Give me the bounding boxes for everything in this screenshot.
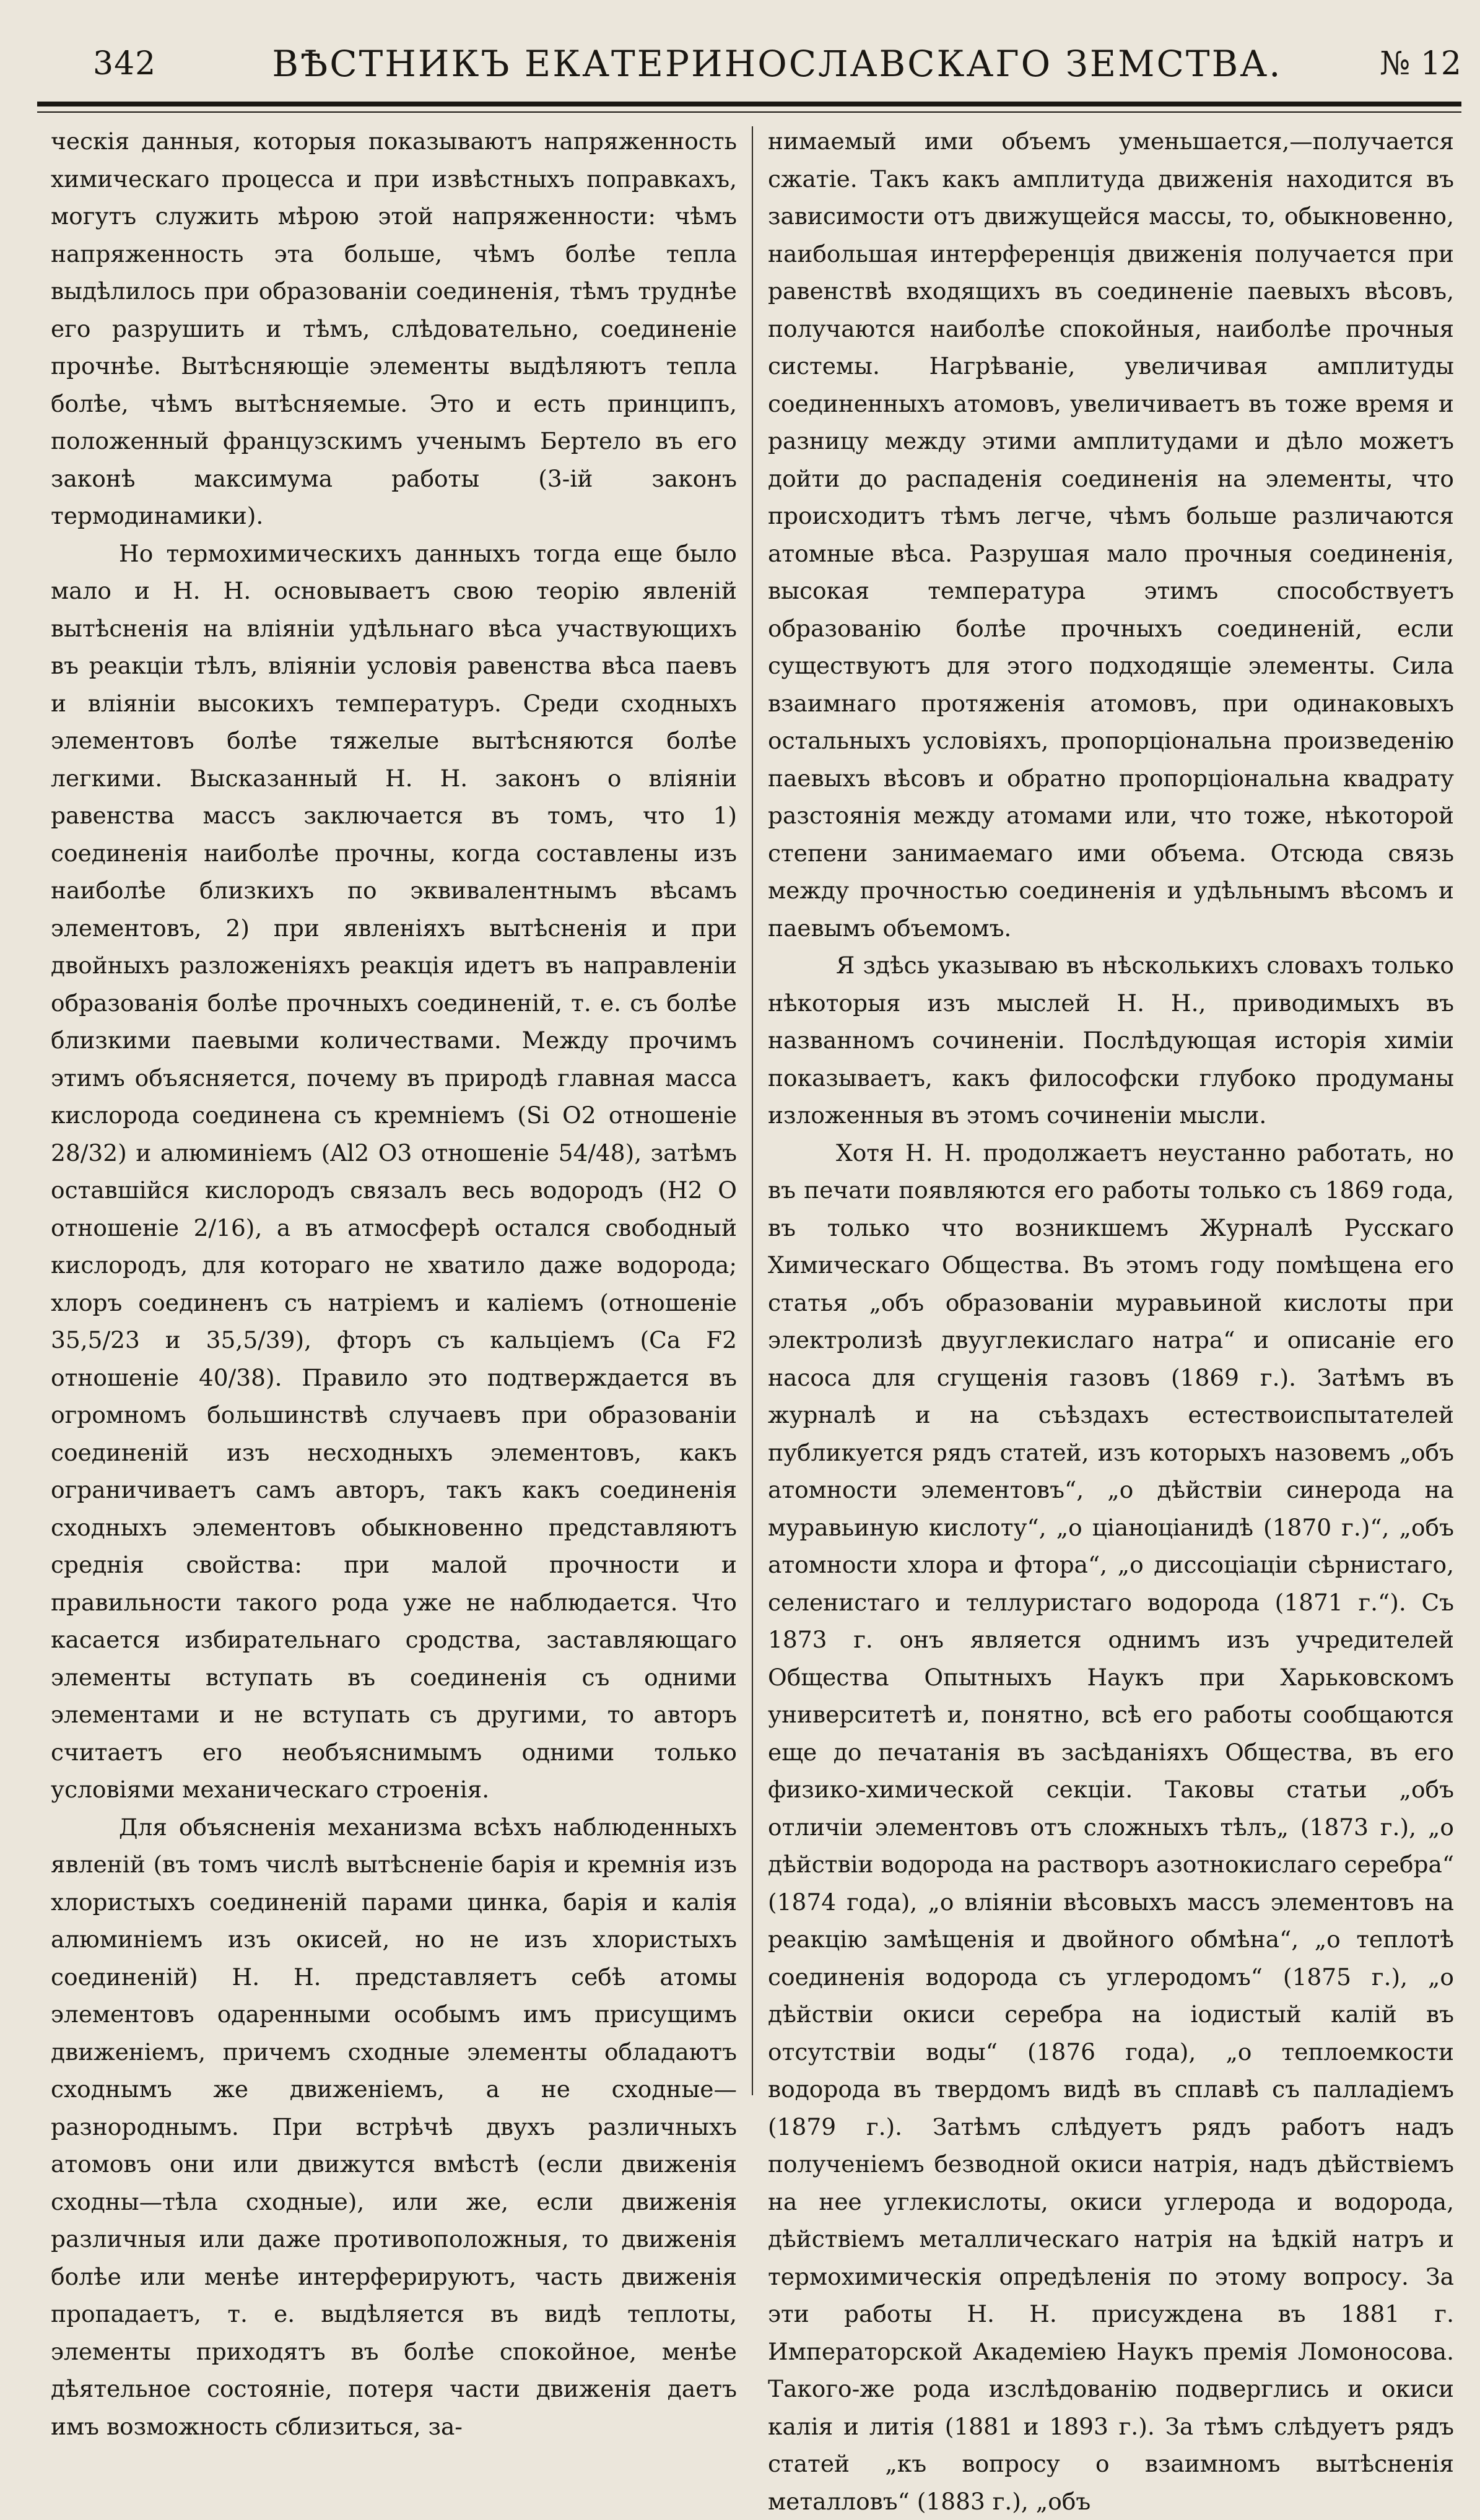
header-rule-thin	[37, 111, 1461, 113]
page-header	[93, 36, 1480, 92]
page-number: 342	[93, 45, 235, 82]
paragraph: ческія данныя, которыя показываютъ напряженность химическаго процесса и при извѣстныхъ поправкахъ, могутъ служить мѣрою этой напряженности: чѣмъ напряженность эта больше, чѣмъ болѣе тепла выдѣлилось при образованіи соединенія, тѣмъ труднѣе его разрушить и тѣмъ, слѣдовательно, соединеніе прочнѣе. Вытѣсняющіе элементы выдѣляютъ тепла болѣе, чѣмъ вытѣсняемые. Это и есть принципъ, положенный французскимъ ученымъ Бертело въ его законѣ максимума работы (3-ій законъ термодинамики).	[51, 123, 737, 535]
text-columns	[51, 123, 1469, 2104]
left-column	[51, 123, 752, 2104]
paragraph: Но термохимическихъ данныхъ тогда еще было мало и Н. Н. основываетъ свою теорію явленій вытѣсненія на вліяніи удѣльнаго вѣса участвующихъ въ реакціи тѣлъ, вліяніи условія равенства вѣса паевъ и вліяніи высокихъ температуръ. Среди сходныхъ элементовъ болѣе тяжелые вытѣсняются болѣе легкими. Высказанный Н. Н. законъ о вліяніи равенства массъ заключается въ томъ, что 1) соединенія наиболѣе прочны, когда составлены изъ наиболѣе близкихъ по эквивалентнымъ вѣсамъ элементовъ, 2) при явленіяхъ вытѣсненія и при двойныхъ разложеніяхъ реакція идетъ въ направленіи образованія болѣе прочныхъ соединеній, т. е. съ болѣе близкими паевыми количествами. Между прочимъ этимъ объясняется, почему въ природѣ главная масса кислорода соединена съ кремніемъ (Si O2 отношеніе 28/32) и алюминіемъ (Al2 O3 отношеніе 54/48), затѣмъ оставшійся кислородъ связалъ весь водородъ (H2 O отношеніе 2/16), а въ атмосферѣ остался свободный кислородъ, для котораго не хватило даже водорода; хлоръ соединенъ съ натріемъ и каліемъ (отношеніе 35,5/23 и 35,5/39), фторъ съ кальціемъ (Ca F2 отношеніе 40/38). Правило это подтверждается въ огромномъ большинствѣ случаевъ при образованіи соединеній изъ несходныхъ элементовъ, какъ ограничиваетъ самъ авторъ, такъ какъ соединенія сходныхъ элементовъ обыкновенно представляютъ среднія свойства: при малой прочности и правильности такого рода уже не наблюдается. Что касается избирательнаго сродства, заставляющаго элементы вступать въ соединенія съ одними элементами и не вступать съ другими, то авторъ считаетъ его необъяснимымъ одними только условіями механическаго строенія.	[51, 535, 737, 1809]
paragraph: Хотя Н. Н. продолжаетъ неустанно работать, но въ печати появляются его работы только съ 1869 года, въ только что возникшемъ Журналѣ Русскаго Химическаго Общества. Въ этомъ году помѣщена его статья „объ образованіи муравьиной кислоты при электролизѣ двууглекислаго натра“ и описаніе его насоса для сгущенія газовъ (1869 г.). Затѣмъ въ журналѣ и на съѣздахъ естествоиспытателей публикуется рядъ статей, изъ которыхъ назовемъ „объ атомности элементовъ“, „о дѣйствіи синерода на муравьиную кислоту“, „о ціаноціанидѣ (1870 г.)“, „объ атомности хлора и фтора“, „о диссоціаціи сѣрнистаго, селенистаго и теллуристаго водорода (1871 г.“). Съ 1873 г. онъ является однимъ изъ учредителей Общества Опытныхъ Наукъ при Харьковскомъ университетѣ и, понятно, всѣ его работы сообщаются еще до печатанія въ засѣданіяхъ Общества, въ его физико-химической секціи. Таковы статьи „объ отличіи элементовъ отъ сложныхъ тѣлъ„ (1873 г.), „о дѣйствіи водорода на растворъ азотнокислаго серебра“ (1874 года), „о вліяніи вѣсовыхъ массъ элементовъ на реакцію замѣщенія и двойного обмѣна“, „о теплотѣ соединенія водорода съ углеродомъ“ (1875 г.), „о дѣйствіи окиси серебра на іодистый калій въ отсутствіи воды“ (1876 года), „о теплоемкости водорода въ твердомъ видѣ въ сплавѣ съ палладіемъ (1879 г.). Затѣмъ слѣдуетъ рядъ работъ надъ полученіемъ безводной окиси натрія, надъ дѣйствіемъ на нее углекислоты, окиси углерода и водорода, дѣйствіемъ металлическаго натрія на ѣдкій натръ и термохимическія опредѣленія по этому вопросу. За эти работы Н. Н. присуждена въ 1881 г. Императорской Академіею Наукъ премія Ломоносова. Такого-же рода изслѣдованію подверглись и окиси калія и литія (1881 и 1893 г.). За тѣмъ слѣдуетъ рядъ статей „къ вопросу о взаимномъ вытѣсненія металловъ“ (1883 г.), „объ	[768, 1134, 1454, 2520]
paragraph: Я здѣсь указываю въ нѣсколькихъ словахъ только нѣкоторыя изъ мыслей Н. Н., приводимыхъ въ названномъ сочиненіи. Послѣдующая исторія химіи показываетъ, какъ философски глубоко продуманы изложенныя въ этомъ сочиненіи мысли.	[768, 947, 1454, 1134]
issue-number: № 12	[1344, 45, 1461, 82]
paragraph: нимаемый ими объемъ уменьшается,—получается сжатіе. Такъ какъ амплитуда движенія находится въ зависимости отъ движущейся массы, то, обыкновенно, наибольшая интерференція движенія получается при равенствѣ входящихъ въ соединеніе паевыхъ вѣсовъ, получаются наиболѣе спокойныя, наиболѣе прочныя системы. Нагрѣваніе, увеличивая амплитуды соединенныхъ атомовъ, увеличиваетъ въ тоже время и разницу между этими амплитудами и дѣло можетъ дойти до распаденія соединенія на элементы, что происходитъ тѣмъ легче, чѣмъ больше различаются атомные вѣса. Разрушая мало прочныя соединенія, высокая температура этимъ способствуетъ образованію болѣе прочныхъ соединеній, если существуютъ для этого подходящіе элементы. Сила взаимнаго протяженія атомовъ, при одинаковыхъ остальныхъ условіяхъ, пропорціональна произведенію паевыхъ вѣсовъ и обратно пропорціональна квадрату разстоянія между атомами или, что тоже, нѣкоторой степени занимаемаго ими объема. Отсюда связь между прочностью соединенія и удѣльнымъ вѣсомъ и паевымъ объемомъ.	[768, 123, 1454, 947]
header-rule-thick	[37, 102, 1461, 106]
journal-title: ВѢСТНИКЪ ЕКАТЕРИНОСЛАВСКАГО ЗЕМСТВА.	[211, 43, 1344, 85]
paragraph: Для объясненія механизма всѣхъ наблюденныхъ явленій (въ томъ числѣ вытѣсненіе барія и кремнія изъ хлористыхъ соединеній парами цинка, барія и калія алюминіемъ изъ окисей, но не изъ хлористыхъ соединеній) Н. Н. представляетъ себѣ атомы элементовъ одаренными особымъ имъ присущимъ движеніемъ, причемъ сходные элементы обладаютъ сходнымъ же движеніемъ, а не сходные—разнороднымъ. При встрѣчѣ двухъ различныхъ атомовъ они или движутся вмѣстѣ (если движенія сходны—тѣла сходные), или же, если движенія различныя или даже противоположныя, то движенія болѣе или менѣе интерферируютъ, часть движенія пропадаетъ, т. е. выдѣляется въ видѣ теплоты, элементы приходятъ въ болѣе спокойное, менѣе дѣятельное состояніе, потеря части движенія даетъ имъ возможность сблизиться, за-	[51, 1809, 737, 2446]
right-column	[753, 123, 1454, 2104]
